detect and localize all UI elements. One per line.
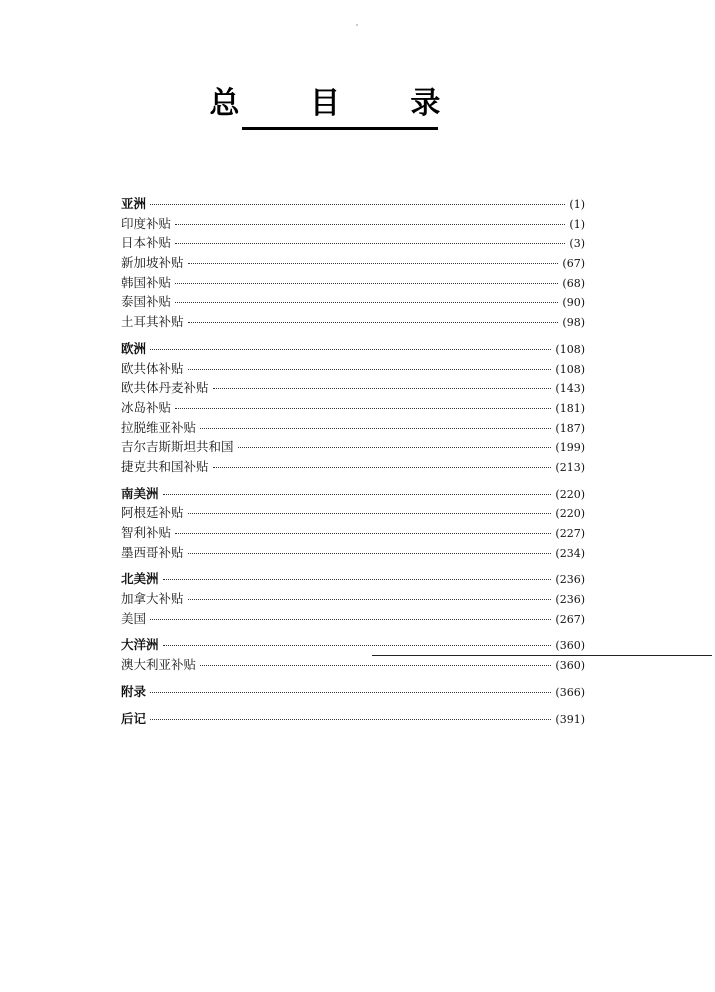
dot-leader xyxy=(175,243,565,244)
toc-entry xyxy=(121,273,585,293)
dot-leader xyxy=(175,408,551,409)
toc-entry-label: 墨西哥补贴 xyxy=(121,544,184,560)
toc-entry-label: 南美洲 xyxy=(121,485,159,501)
dot-leader xyxy=(188,553,552,554)
dot-leader xyxy=(188,322,559,323)
title-underline xyxy=(242,127,438,130)
toc-page-number: (267) xyxy=(555,612,585,626)
toc-page-number: (213) xyxy=(555,460,585,474)
toc-page-number: (366) xyxy=(555,685,585,699)
toc-entry xyxy=(121,437,585,457)
toc-page-number: (108) xyxy=(555,362,585,376)
toc-page-number: (236) xyxy=(555,573,585,587)
toc-entry-label: 冰岛补贴 xyxy=(121,399,172,415)
toc-page-number: (68) xyxy=(562,276,585,290)
toc-section xyxy=(121,569,585,628)
toc-entry-label: 欧洲 xyxy=(121,340,147,356)
toc-entry xyxy=(121,359,585,379)
page-title: 总 目 录 xyxy=(209,86,471,121)
table-of-contents xyxy=(121,194,585,735)
dot-leader xyxy=(188,369,552,370)
toc-entry xyxy=(121,398,585,418)
toc-page-number: (3) xyxy=(569,237,585,251)
toc-entry-label: 附录 xyxy=(121,683,147,699)
dot-leader xyxy=(150,619,551,620)
toc-page-number: (90) xyxy=(562,296,585,310)
toc-page-number: (360) xyxy=(555,639,585,653)
dot-leader xyxy=(200,665,551,666)
toc-page-number: (98) xyxy=(562,316,585,330)
dot-leader xyxy=(150,719,551,720)
toc-page-number: (220) xyxy=(555,507,585,521)
toc-page-number: (236) xyxy=(555,593,585,607)
toc-page-number: (143) xyxy=(555,382,585,396)
toc-entry-label: 亚洲 xyxy=(121,196,147,211)
dot-leader xyxy=(163,579,552,580)
toc-entry-label: 欧共体补贴 xyxy=(121,360,184,376)
toc-entry xyxy=(121,214,585,234)
dot-leader xyxy=(238,447,552,448)
dot-leader xyxy=(213,388,552,389)
dot-leader xyxy=(213,467,552,468)
toc-page-number: (1) xyxy=(569,217,585,231)
toc-section xyxy=(121,339,585,477)
toc-entry-label: 澳大利亚补贴 xyxy=(121,657,197,673)
toc-entry-label: 后记 xyxy=(121,710,147,726)
toc-entry-label: 捷克共和国补贴 xyxy=(121,458,209,474)
toc-section xyxy=(121,682,585,702)
toc-entry xyxy=(121,292,585,312)
dot-leader xyxy=(175,224,565,225)
toc-entry-label: 北美洲 xyxy=(121,571,159,587)
toc-entry-label: 美国 xyxy=(121,610,147,626)
toc-entry-label: 欧共体丹麦补贴 xyxy=(121,380,209,396)
toc-section-heading xyxy=(121,339,585,359)
stray-scan-line xyxy=(372,655,712,656)
toc-entry-label: 印度补贴 xyxy=(121,215,172,231)
toc-entry xyxy=(121,543,585,563)
dot-leader xyxy=(200,428,551,429)
toc-section xyxy=(121,194,585,332)
toc-page-number: (220) xyxy=(555,487,585,501)
dot-leader xyxy=(188,263,559,264)
dot-leader xyxy=(163,645,552,646)
dot-leader xyxy=(188,599,552,600)
toc-page-number: (234) xyxy=(555,546,585,560)
toc-entry-label: 大洋洲 xyxy=(121,637,159,653)
toc-section-heading xyxy=(121,635,585,655)
toc-entry-label: 韩国补贴 xyxy=(121,274,172,290)
toc-entry xyxy=(121,378,585,398)
scan-speck xyxy=(356,24,358,26)
toc-page-number: (67) xyxy=(562,257,585,271)
toc-page-number: (360) xyxy=(555,659,585,673)
toc-entry xyxy=(121,655,585,675)
toc-entry-label: 吉尔吉斯斯坦共和国 xyxy=(121,439,234,455)
dot-leader xyxy=(175,302,558,303)
dot-leader xyxy=(150,204,565,205)
toc-entry-label: 土耳其补贴 xyxy=(121,314,184,330)
toc-entry-label: 加拿大补贴 xyxy=(121,591,184,607)
toc-section-heading xyxy=(121,569,585,589)
toc-section-heading xyxy=(121,484,585,504)
dot-leader xyxy=(163,494,552,495)
toc-entry xyxy=(121,457,585,477)
toc-entry xyxy=(121,523,585,543)
toc-page-number: (108) xyxy=(555,342,585,356)
toc-page-number: (187) xyxy=(555,421,585,435)
toc-entry xyxy=(121,589,585,609)
toc-section xyxy=(121,709,585,729)
dot-leader xyxy=(175,283,558,284)
toc-entry xyxy=(121,233,585,253)
toc-entry-label: 拉脱维亚补贴 xyxy=(121,419,197,435)
toc-section-heading xyxy=(121,194,585,214)
toc-entry xyxy=(121,609,585,629)
toc-page-number: (181) xyxy=(555,401,585,415)
toc-page-number: (227) xyxy=(555,527,585,540)
toc-entry xyxy=(121,253,585,273)
dot-leader xyxy=(150,349,551,350)
toc-entry xyxy=(121,312,585,332)
toc-page-number: (199) xyxy=(555,441,585,455)
toc-entry xyxy=(121,503,585,523)
dot-leader xyxy=(188,513,552,514)
toc-entry-label: 阿根廷补贴 xyxy=(121,505,184,521)
dot-leader xyxy=(150,692,551,693)
toc-entry-label: 智利补贴 xyxy=(121,525,172,540)
toc-section-heading xyxy=(121,682,585,702)
toc-entry-label: 新加坡补贴 xyxy=(121,255,184,271)
dot-leader xyxy=(175,533,551,534)
toc-section xyxy=(121,484,585,563)
toc-section-heading xyxy=(121,709,585,729)
toc-entry xyxy=(121,418,585,438)
toc-page-number: (391) xyxy=(555,712,585,726)
toc-entry-label: 泰国补贴 xyxy=(121,294,172,310)
toc-entry-label: 日本补贴 xyxy=(121,235,172,251)
toc-page-number: (1) xyxy=(569,198,585,211)
